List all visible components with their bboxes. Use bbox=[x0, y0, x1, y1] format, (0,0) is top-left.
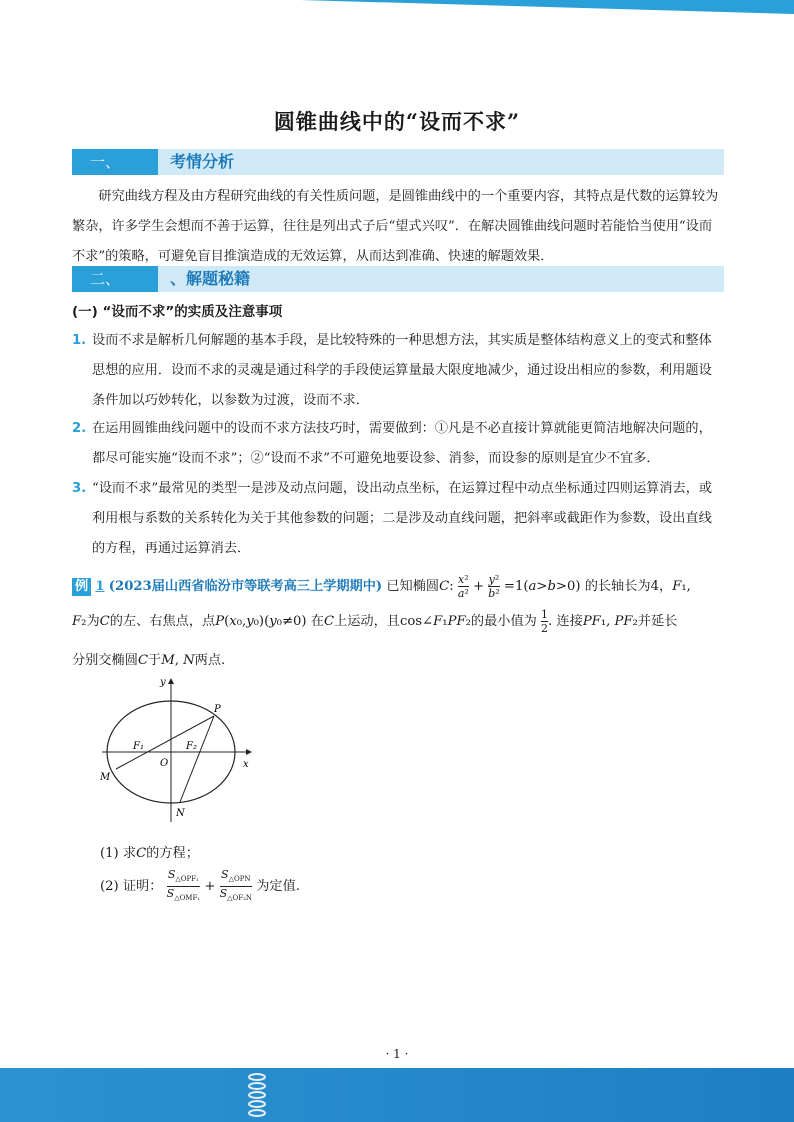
y-axis-arrow bbox=[168, 678, 174, 684]
item-text: “设而不求”最常见的类型一是涉及动点问题，设出动点坐标，在运算过程中动点坐标通过四则运算消去，或利用根与系数的关系转化为关于其他参数的问题；二是涉及动直线问题，把斜率或截距作为参数，设出直线的方程，再通过运算消去． bbox=[92, 481, 713, 556]
label-f1: F₁ bbox=[133, 741, 144, 752]
text: 上运动，且 bbox=[334, 614, 400, 629]
text: 为定值. bbox=[256, 879, 301, 895]
text: 为 bbox=[86, 614, 100, 629]
example-source: (2023届山西省临汾市等联考高三上学期期中) bbox=[108, 579, 383, 594]
item-number: 1. bbox=[72, 333, 87, 348]
label-o: O bbox=[160, 758, 169, 769]
label-m: M bbox=[100, 772, 111, 783]
label-x: x bbox=[243, 759, 249, 770]
ellipse-diagram bbox=[96, 676, 256, 826]
example-line-1: 例 1 (2023届山西省临汾市等联考高三上学期期中) 已知椭圆C: $\frac{\text{x²}}{\text{a²}}$ + $\frac{\text{y²}}{\text{b²}}$ =1(a>b>0) 的长轴长为4，F₁, bbox=[72, 572, 732, 602]
list-item bbox=[72, 474, 724, 564]
fraction: $\frac{S_{\triangle OPF_1}}{S_{\triangle OMF_1}}$ bbox=[167, 868, 201, 905]
text: (1) 求 bbox=[100, 846, 137, 861]
item-number: 3. bbox=[72, 481, 87, 496]
x-axis-arrow bbox=[246, 749, 252, 755]
text: 于 bbox=[148, 653, 162, 668]
text: 的长轴长为4， bbox=[584, 579, 673, 594]
line-pn bbox=[180, 716, 214, 802]
label-f2: F₂ bbox=[186, 741, 197, 752]
text: 已知椭圆 bbox=[386, 579, 440, 594]
text: 的最小值为 bbox=[470, 614, 537, 629]
section-title: 考情分析 bbox=[170, 152, 235, 171]
item-text: 设而不求是解析几何解题的基本手段，是比较特殊的一种思想方法，其实质是整体结构意义上的变式和整体思想的应用．设而不求的灵魂是通过科学的手段使运算量最大限度地减少，通过设出相应的参数，利用题设条件加以巧妙转化，以参数为过渡，设而不求． bbox=[92, 333, 712, 408]
example-line-3: 分别交椭圆C于M, N两点. bbox=[72, 653, 226, 668]
label-p: P bbox=[214, 704, 221, 715]
text: 两点. bbox=[194, 653, 226, 668]
fraction: $\frac{\text{y²}}{\text{b²}}$ bbox=[488, 573, 500, 600]
label-n: N bbox=[176, 808, 185, 819]
example-number: 1 bbox=[95, 579, 105, 594]
list-item bbox=[72, 326, 724, 416]
item-text: 在运用圆锥曲线问题中的设而不求方法技巧时，需要做到：①凡是不必直接计算就能更简洁地解决问题的，都尽可能实施“设而不求”；②“设而不求”不可避免地要设参、消参，而设参的原则是宜少不宜多． bbox=[92, 421, 712, 466]
item-number: 2. bbox=[72, 421, 87, 436]
subsection-heading: (一) “设而不求”的实质及注意事项 bbox=[72, 304, 283, 320]
text: 在 bbox=[310, 614, 324, 629]
example-line-2: F₂为C的左、右焦点，点P(x₀,y₀)(y₀≠0) 在C上运动，且cos∠F₁PF₂的最小值为 $\frac{1}{2}$ . 连接PF₁, PF₂并延长 bbox=[72, 608, 678, 635]
page-number: · 1 · bbox=[385, 1047, 409, 1061]
section-header-tips bbox=[72, 266, 724, 292]
section-title: 、解题秘籍 bbox=[170, 269, 251, 288]
section-header-analysis bbox=[72, 149, 724, 175]
text: 的左、右焦点，点 bbox=[109, 614, 216, 629]
section-number: 二、 bbox=[72, 266, 158, 292]
text: (2) 证明： bbox=[100, 879, 163, 895]
text: . 连接 bbox=[548, 614, 583, 629]
section-number: 一、 bbox=[72, 149, 158, 175]
text: 并延长 bbox=[637, 614, 678, 629]
bottom-decor-bar bbox=[0, 1068, 794, 1122]
text: 分别交椭圆 bbox=[72, 653, 138, 668]
question-1: (1) 求C的方程； bbox=[100, 846, 199, 861]
list-item bbox=[72, 414, 724, 474]
fraction: $\frac{\text{x²}}{\text{a²}}$ bbox=[457, 573, 469, 600]
example-badge: 例 bbox=[72, 578, 91, 596]
fraction: $\frac{1}{2}$ bbox=[541, 608, 549, 635]
fraction: $\frac{S_{\triangle OPN}}{S_{\triangle OF_2N}}$ bbox=[220, 868, 252, 905]
analysis-paragraph: 研究曲线方程及由方程研究曲线的有关性质问题，是圆锥曲线中的一个重要内容，其特点是代数的运算较为繁杂，许多学生会想而不善于运算，往往是列出式子后“望式兴叹”．在解决圆锥曲线问题时若能恰当使用“设而不求”的策略，可避免盲目推演造成的无效运算，从而达到准确、快速的解题效果． bbox=[72, 189, 719, 264]
label-y: y bbox=[160, 677, 166, 688]
binding-spiral-icon bbox=[246, 1072, 268, 1120]
top-decor-stripe bbox=[0, 0, 794, 22]
text: 的方程； bbox=[146, 846, 199, 861]
question-2: (2) 证明： $\frac{S_{\triangle OPF_1}}{S_{\triangle OMF_1}}$ + $\frac{S_{\triangle OPN}}{S_{\triangle OF_2N}}$ 为定值. bbox=[100, 868, 300, 905]
page-title: 圆锥曲线中的“设而不求” bbox=[273, 109, 521, 134]
